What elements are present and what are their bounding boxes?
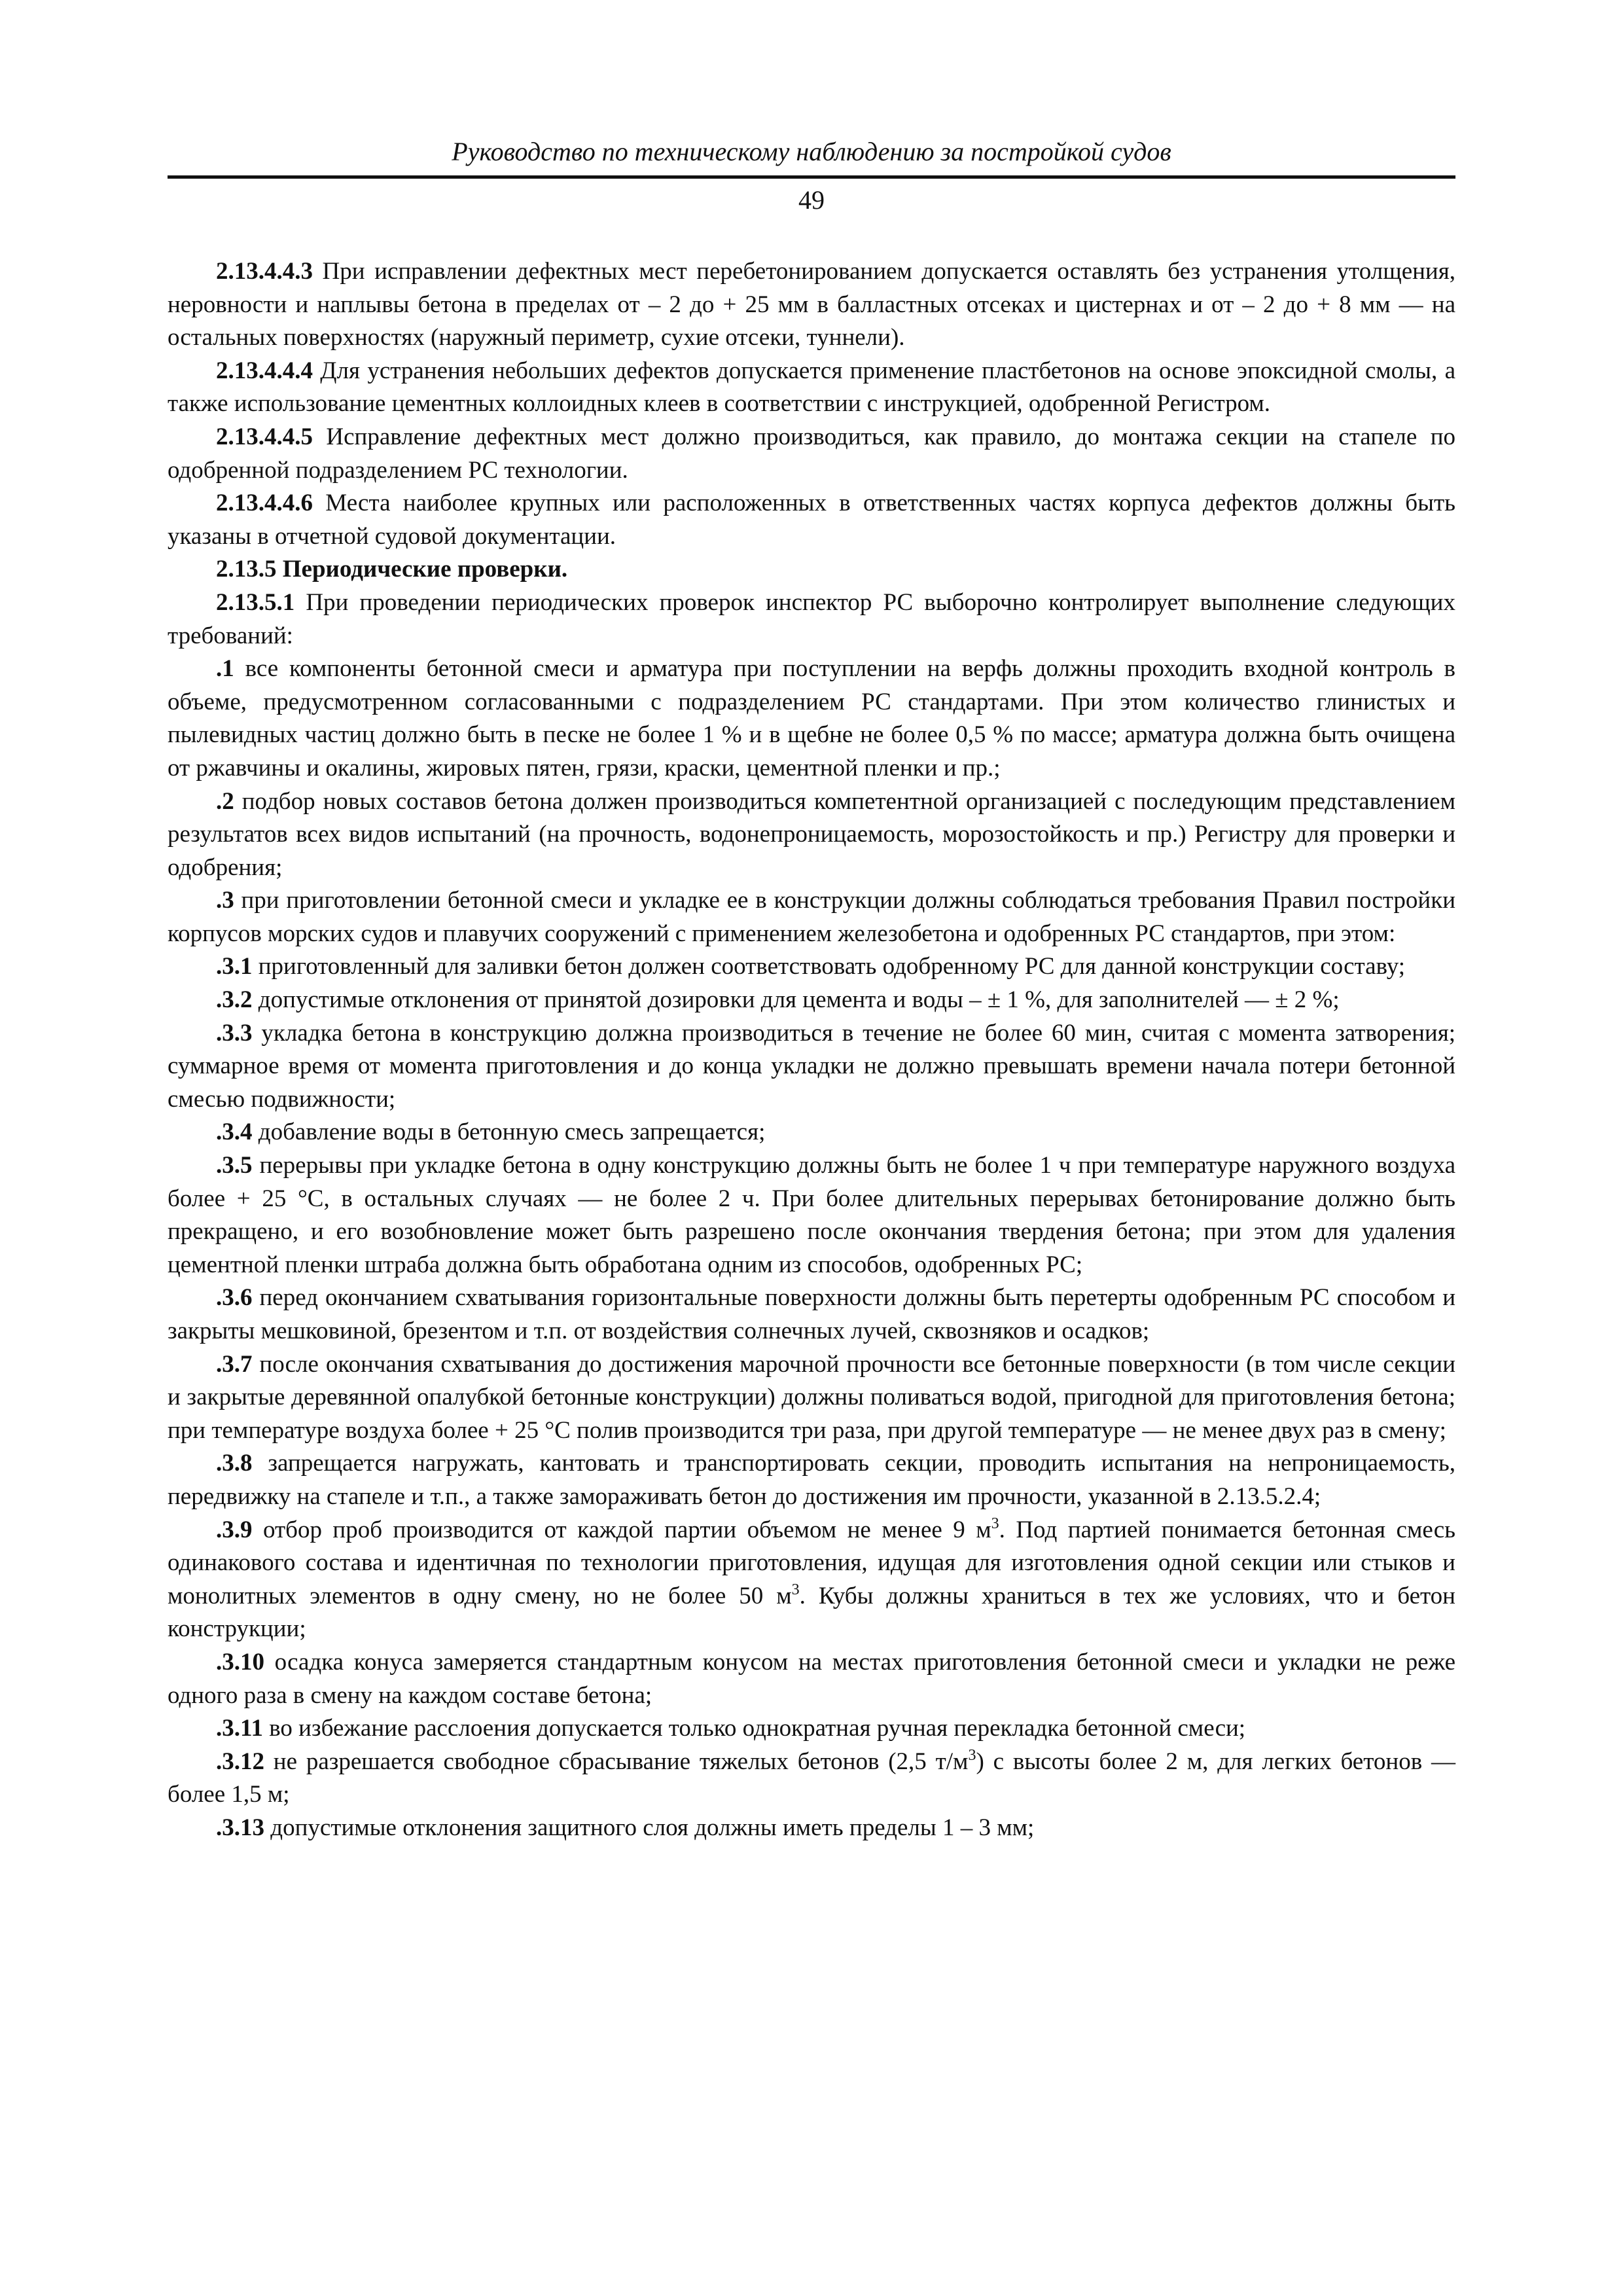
list-item	[168, 1116, 1455, 1149]
paragraph	[168, 255, 1455, 355]
item-text: после окончания схватывания до достижения марочной прочности все бетонные поверхности (в том числе секции и закрытые деревянной опалубкой бетонные конструкции) должны поливаться водой, пригодной для приготовления бетона; при температуре воздуха более + 25 °С полив производится три раза, при другой температуре — не менее двух раз в смену;	[168, 1350, 1455, 1444]
item-text: укладка бетона в конструкцию должна производиться в течение не более 60 мин, считая с момента затворения; суммарное время от момента приготовления и до конца укладки не должно превышать времени начала потери бетонной смесью подвижности;	[168, 1019, 1455, 1113]
list-item	[168, 1746, 1455, 1812]
paragraph-text: Места наиболее крупных или расположенных в ответственных частях корпуса дефектов должны быть указаны в отчетной судовой документации.	[168, 490, 1455, 550]
item-number: .2	[216, 787, 234, 815]
clause-number: 2.13.4.4.3	[216, 258, 313, 285]
list-item	[168, 653, 1455, 785]
superscript: 3	[991, 1515, 999, 1532]
item-number: .3.11	[216, 1715, 263, 1742]
item-number: .3.3	[216, 1019, 253, 1047]
item-text: допустимые отклонения защитного слоя должны иметь пределы 1 – 3 мм;	[264, 1814, 1035, 1841]
paragraph	[168, 487, 1455, 553]
item-number: .3.13	[216, 1814, 264, 1841]
paragraph-text: Для устранения небольших дефектов допускается применение пластбетонов на основе эпоксидной смолы, а также использование цементных коллоидных клеев в соответствии с инструкцией, одобренной Регистром.	[168, 357, 1455, 418]
item-number: .3.8	[216, 1450, 253, 1477]
item-number: .1	[216, 655, 234, 683]
paragraph-text: Исправление дефектных мест должно производиться, как правило, до монтажа секции на стапеле по одобренной подразделением РС технологии.	[168, 423, 1455, 484]
superscript: 3	[791, 1581, 800, 1598]
item-text: допустимые отклонения от принятой дозировки для цемента и воды – ± 1 %, для заполнителей — ± 2 %;	[252, 986, 1340, 1014]
item-number: .3.6	[216, 1284, 253, 1312]
item-number: .3.2	[216, 986, 253, 1014]
item-number: .3	[216, 887, 234, 914]
paragraph	[168, 355, 1455, 421]
clause-number: 2.13.5.1	[216, 588, 295, 616]
item-text: запрещается нагружать, кантовать и транспортировать секции, проводить испытания на непроницаемость, передвижку на стапеле и т.п., а также замораживать бетон до достижения им прочности, указанной в 2.13.5.2.4;	[168, 1450, 1455, 1510]
clause-number: 2.13.4.4.4	[216, 357, 313, 384]
list-item	[168, 1646, 1455, 1712]
running-header: Руководство по техническому наблюдению за постройкой судов	[452, 137, 1171, 166]
paragraph-text: При проведении периодических проверок инспектор РС выборочно контролирует выполнение следующих требований:	[168, 588, 1455, 649]
item-text: перерывы при укладке бетона в одну конструкцию должны быть не более 1 ч при температуре наружного воздуха более + 25 °С, в остальных случаях — не более 2 ч. При более длительных перерывах бетонирование должно быть прекращено, и его возобновление может быть разрешено после окончания твердения бетона; при этом для удаления цементной пленки штраба должна быть обработана одним из способов, одобренных РС;	[168, 1152, 1455, 1278]
item-number: .3.10	[216, 1648, 264, 1676]
list-item	[168, 984, 1455, 1017]
header-rule	[168, 175, 1455, 179]
item-text: . Под партией понимается бетонная смесь одинакового состава и идентичная по технологии приготовления, идущая для изготовления одной секции или стыков и монолитных элементов в одну смену, но не более 50 м	[168, 1516, 1455, 1609]
item-text: перед окончанием схватывания горизонтальные поверхности должны быть перетерты одобренным РС способом и закрыты мешковиной, брезентом и т.п. от воздействия солнечных лучей, сквозняков и осадков;	[168, 1284, 1455, 1344]
item-text: все компоненты бетонной смеси и арматура при поступлении на верфь должны проходить входной контроль в объеме, предусмотренном согласованными с подразделением РС стандартами. При этом количество глинистых и пылевидных частиц должно быть в песке не более 1 % и в щебне не более 0,5 % по массе; арматура должна быть очищена от ржавчины и окалины, жировых пятен, грязи, краски, цементной пленки и пр.;	[168, 655, 1455, 781]
list-item	[168, 1348, 1455, 1448]
paragraph	[168, 421, 1455, 487]
item-text: при приготовлении бетонной смеси и укладке ее в конструкции должны соблюдаться требования Правил постройки корпусов морских судов и плавучих сооружений с применением железобетона и одобренных РС стандартов, при этом:	[168, 887, 1455, 947]
clause-number: 2.13.4.4.6	[216, 490, 313, 517]
item-text: добавление воды в бетонную смесь запрещается;	[252, 1119, 766, 1146]
list-item	[168, 1447, 1455, 1513]
list-item	[168, 1017, 1455, 1117]
paragraph-text: При исправлении дефектных мест перебетонированием допускается оставлять без устранения утолщения, неровности и наплывы бетона в пределах от – 2 до + 25 мм в балластных отсеках и цистернах и от – 2 до + 8 мм — на остальных поверхностях (наружный периметр, сухие отсеки, туннели).	[168, 258, 1455, 351]
list-item	[168, 785, 1455, 885]
list-item	[168, 1712, 1455, 1746]
item-text: ) с высоты более 2 м, для легких бетонов — более 1,5 м;	[168, 1748, 1455, 1808]
item-number: .3.12	[216, 1748, 264, 1775]
clause-number: 2.13.4.4.5	[216, 423, 313, 450]
item-number: .3.1	[216, 953, 253, 980]
paragraph	[168, 586, 1455, 653]
item-text: отбор проб производится от каждой партии объемом не менее 9 м	[252, 1516, 991, 1543]
list-item	[168, 950, 1455, 984]
item-number: .3.5	[216, 1152, 253, 1179]
item-number: .3.7	[216, 1350, 253, 1378]
item-text: осадка конуса замеряется стандартным конусом на местах приготовления бетонной смеси и укладки не реже одного раза в смену на каждом составе бетона;	[168, 1648, 1455, 1709]
list-item	[168, 1514, 1455, 1646]
list-item	[168, 1282, 1455, 1348]
page-number: 49	[798, 185, 825, 215]
section-heading: 2.13.5 Периодические проверки.	[216, 556, 568, 583]
list-item	[168, 1812, 1455, 1845]
item-text: во избежание расслоения допускается только однократная ручная перекладка бетонной смеси;	[262, 1715, 1246, 1742]
list-item	[168, 884, 1455, 950]
body-text	[168, 255, 1455, 1845]
item-number: .3.9	[216, 1516, 253, 1543]
list-item	[168, 1149, 1455, 1282]
item-text: не разрешается свободное сбрасывание тяжелых бетонов (2,5 т/м	[264, 1748, 969, 1775]
superscript: 3	[968, 1746, 976, 1764]
item-text: подбор новых составов бетона должен производиться компетентной организацией с последующим представлением результатов всех видов испытаний (на прочность, водонепроницаемость, морозостойкость и пр.) Регистру для проверки и одобрения;	[168, 787, 1455, 881]
item-text: приготовленный для заливки бетон должен соответствовать одобренному РС для данной конструкции составу;	[252, 953, 1406, 980]
item-number: .3.4	[216, 1119, 253, 1146]
item-text: . Кубы должны храниться в тех же условиях, что и бетон конструкции;	[168, 1582, 1455, 1643]
